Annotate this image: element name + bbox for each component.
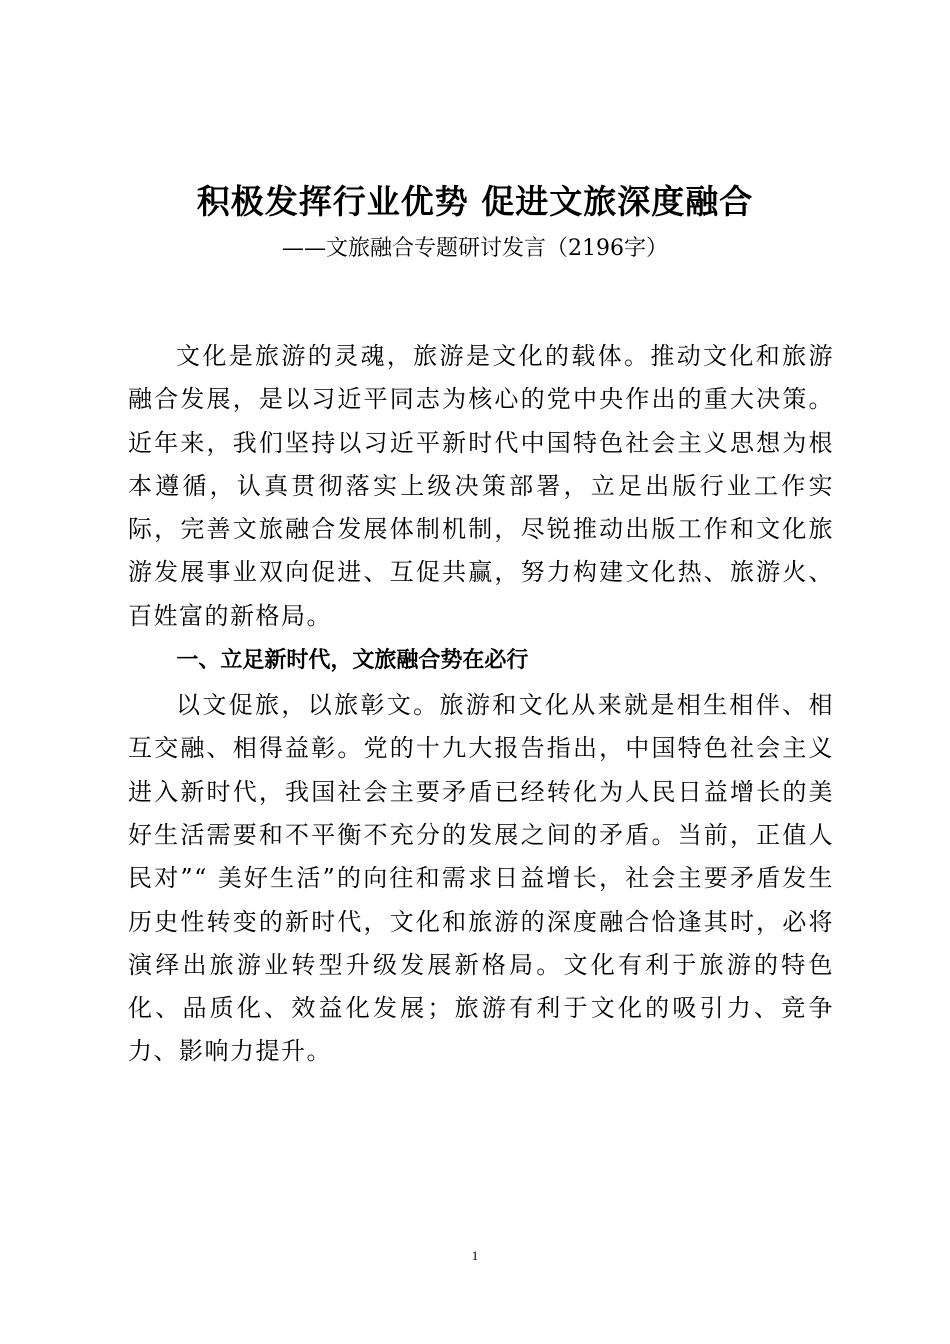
page-number: 1 — [471, 1248, 479, 1263]
document-subtitle: ——文旅融合专题研讨发言（2196字） — [282, 236, 668, 261]
document-title: 积极发挥行业优势 促进文旅深度融合 — [196, 182, 754, 221]
paragraph-intro: 文化是旅游的灵魂，旅游是文化的载体。推动文化和旅游融合发展，是以习近平同志为核心的党中央作出的重大决策。近年来，我们坚持以习近平新时代中国特色社会主义思想为根本遵循，认真贯彻落实上级决策部署，立足出版行业工作实际，完善文旅融合发展体制机制，尽锐推动出版工作和文化旅游发展事业双向促进、互促共赢，努力构建文化热、旅游火、百姓富的新格局。 — [128, 342, 834, 630]
paragraph-section-1: 以文促旅，以旅彰文。旅游和文化从来就是相生相伴、相互交融、相得益彰。党的十九大报告指出，中国特色社会主义进入新时代，我国社会主要矛盾已经转化为人民日益增长的美好生活需要和不平衡不充分的发展之间的矛盾。当前，正值人民对”“ 美好生活”的向往和需求日益增长，社会主要矛盾发生历史性转变的新时代，文化和旅游的深度融合恰逢其时，必将演绎出旅游业转型升级发展新格局。文化有利于旅游的特色化、品质化、效益化发展；旅游有利于文化的吸引力、竞争力、影响力提升。 — [128, 691, 834, 1066]
document-body — [128, 335, 834, 1074]
section-heading: 一、立足新时代，文旅融合势在必行 — [176, 648, 529, 674]
